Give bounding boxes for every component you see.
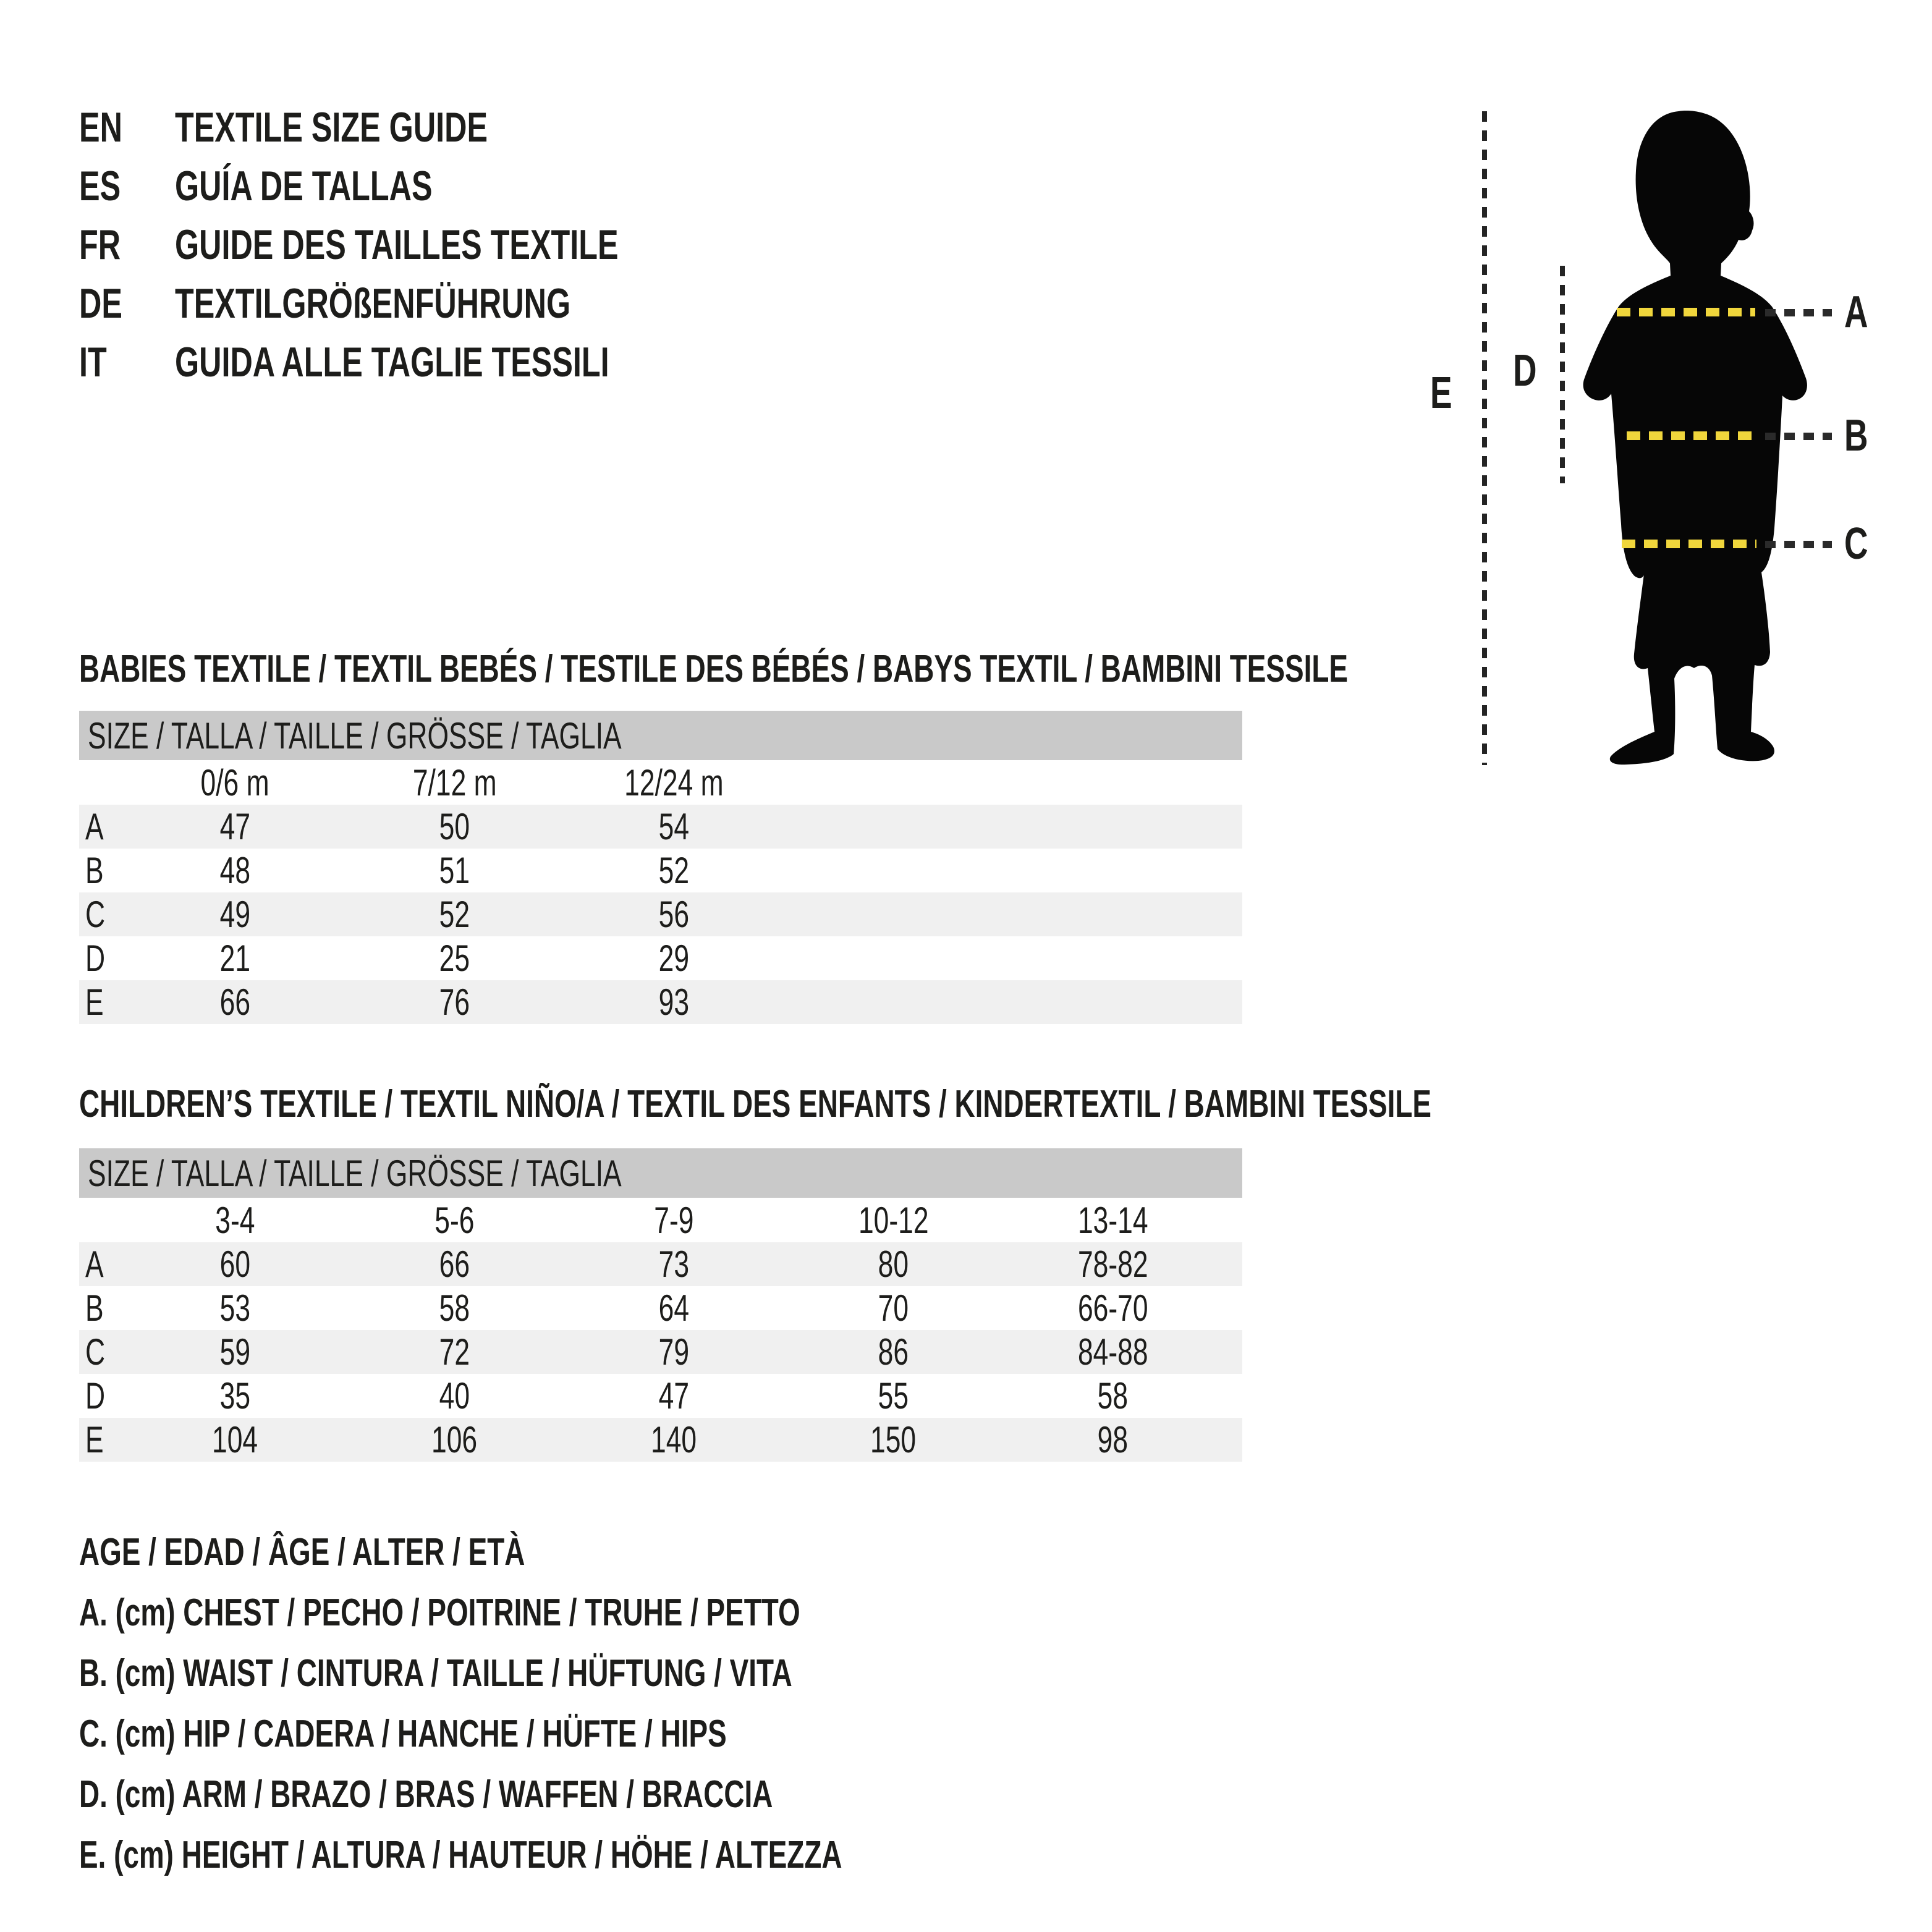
babies-col-12-24m: 12/24 m (624, 761, 724, 803)
waist-measure-line-yellow (1627, 431, 1756, 440)
cell-value: 58 (1097, 1375, 1129, 1417)
cell-value: 66 (219, 981, 251, 1023)
legend-hip-line (79, 1703, 1110, 1764)
lang-code-es: ES (79, 162, 121, 210)
babies-size-table (79, 711, 1242, 1024)
hip-measure-line-dark (1765, 541, 1832, 548)
legend-text: B. (cm) WAIST / CINTURA / TAILLE / HÜFTUNG / VITA (79, 1651, 792, 1695)
measurement-diagram (1409, 87, 1932, 803)
marker-e: E (1430, 368, 1452, 418)
row-label: D (85, 938, 106, 979)
table-row (79, 936, 1242, 980)
lang-row-fr (79, 215, 774, 274)
table-row (79, 1418, 1242, 1462)
cell-value: 54 (658, 806, 690, 847)
marker-c: C (1844, 519, 1868, 569)
cell-value: 73 (658, 1244, 690, 1285)
marker-a: A (1844, 287, 1868, 337)
chest-measure-line-yellow (1617, 308, 1755, 316)
cell-value: 47 (219, 806, 251, 847)
lang-title-en: TEXTILE SIZE GUIDE (175, 103, 488, 151)
cell-value: 86 (878, 1331, 909, 1373)
arm-dotted-line (1560, 266, 1565, 483)
children-col-13-14: 13-14 (1077, 1199, 1148, 1241)
legend-waist-line (79, 1643, 1110, 1703)
cell-value: 40 (439, 1375, 470, 1417)
row-label: A (85, 1244, 104, 1285)
babies-size-header: SIZE / TALLA / TAILLE / GRÖSSE / TAGLIA (88, 714, 622, 756)
waist-measure-line-dark (1765, 433, 1832, 440)
children-section-title: CHILDREN’S TEXTILE / TEXTIL NIÑO/A / TEXTIL DES ENFANTS / KINDERTEXTIL / BAMBINI TESSILE (79, 1083, 1431, 1125)
cell-value: 47 (658, 1375, 690, 1417)
lang-code-it: IT (79, 338, 107, 386)
cell-value: 76 (439, 981, 470, 1023)
children-size-table (79, 1148, 1242, 1462)
cell-value: 55 (878, 1375, 909, 1417)
hip-measure-line-yellow (1622, 540, 1756, 548)
cell-value: 52 (658, 850, 690, 891)
row-label: B (85, 850, 104, 891)
children-table-header-bar (79, 1148, 1242, 1198)
children-col-7-9: 7-9 (654, 1199, 694, 1241)
cell-value: 49 (219, 894, 251, 935)
row-label: E (85, 981, 104, 1023)
cell-value: 70 (878, 1287, 909, 1329)
cell-value: 52 (439, 894, 470, 935)
children-col-10-12: 10-12 (858, 1199, 929, 1241)
lang-row-it (79, 333, 774, 391)
cell-value: 51 (439, 850, 470, 891)
cell-value: 78-82 (1077, 1244, 1148, 1285)
cell-value: 80 (878, 1244, 909, 1285)
lang-code-de: DE (79, 279, 122, 327)
table-row (79, 1242, 1242, 1286)
lang-row-es (79, 156, 774, 215)
cell-value: 93 (658, 981, 690, 1023)
cell-value: 150 (870, 1419, 917, 1460)
row-label: B (85, 1287, 104, 1329)
babies-column-header-row (79, 760, 1242, 805)
table-row (79, 1286, 1242, 1330)
babies-col-0-6m: 0/6 m (200, 761, 270, 803)
cell-value: 53 (219, 1287, 251, 1329)
legend-text: E. (cm) HEIGHT / ALTURA / HAUTEUR / HÖHE / ALTEZZA (79, 1833, 842, 1876)
children-column-header-row (79, 1198, 1242, 1242)
legend-text: D. (cm) ARM / BRAZO / BRAS / WAFFEN / BRACCIA (79, 1773, 773, 1816)
row-label: E (85, 1419, 104, 1460)
measurement-legend (79, 1522, 1110, 1885)
chest-measure-line-dark (1765, 309, 1832, 316)
lang-title-fr: GUIDE DES TAILLES TEXTILE (175, 221, 619, 268)
cell-value: 60 (219, 1244, 251, 1285)
legend-text: AGE / EDAD / ÂGE / ALTER / ETÀ (79, 1530, 525, 1574)
children-col-5-6: 5-6 (434, 1199, 475, 1241)
legend-text: C. (cm) HIP / CADERA / HANCHE / HÜFTE / HIPS (79, 1712, 727, 1755)
lang-code-fr: FR (79, 221, 121, 268)
legend-arm-line (79, 1764, 1110, 1824)
cell-value: 98 (1097, 1419, 1129, 1460)
table-row (79, 1330, 1242, 1374)
table-row (79, 1374, 1242, 1418)
cell-value: 66 (439, 1244, 470, 1285)
cell-value: 66-70 (1077, 1287, 1148, 1329)
row-label: C (85, 894, 106, 935)
babies-section-title: BABIES TEXTILE / TEXTIL BEBÉS / TESTILE DES BÉBÉS / BABYS TEXTIL / BAMBINI TESSILE (79, 648, 1348, 690)
babies-col-7-12m: 7/12 m (412, 761, 497, 803)
children-size-header: SIZE / TALLA / TAILLE / GRÖSSE / TAGLIA (88, 1152, 622, 1194)
cell-value: 72 (439, 1331, 470, 1373)
cell-value: 56 (658, 894, 690, 935)
lang-title-de: TEXTILGRÖßENFÜHRUNG (175, 279, 571, 327)
row-label: C (85, 1331, 106, 1373)
lang-row-en (79, 98, 774, 156)
language-title-list (79, 98, 774, 391)
lang-title-es: GUÍA DE TALLAS (175, 162, 433, 210)
babies-table-header-bar (79, 711, 1242, 760)
table-row (79, 892, 1242, 936)
cell-value: 79 (658, 1331, 690, 1373)
cell-value: 25 (439, 938, 470, 979)
children-col-3-4: 3-4 (215, 1199, 255, 1241)
cell-value: 58 (439, 1287, 470, 1329)
legend-chest-line (79, 1582, 1110, 1643)
cell-value: 59 (219, 1331, 251, 1373)
cell-value: 84-88 (1077, 1331, 1148, 1373)
cell-value: 140 (651, 1419, 697, 1460)
cell-value: 29 (658, 938, 690, 979)
row-label: A (85, 806, 104, 847)
lang-title-it: GUIDA ALLE TAGLIE TESSILI (175, 338, 609, 386)
table-row (79, 980, 1242, 1024)
cell-value: 50 (439, 806, 470, 847)
marker-b: B (1844, 411, 1868, 460)
legend-age-line (79, 1522, 1110, 1582)
cell-value: 21 (219, 938, 251, 979)
legend-text: A. (cm) CHEST / PECHO / POITRINE / TRUHE / PETTO (79, 1591, 800, 1634)
row-label: D (85, 1375, 106, 1417)
legend-height-line (79, 1824, 1110, 1885)
cell-value: 64 (658, 1287, 690, 1329)
cell-value: 106 (431, 1419, 478, 1460)
table-row (79, 849, 1242, 892)
cell-value: 48 (219, 850, 251, 891)
lang-row-de (79, 274, 774, 333)
marker-d: D (1513, 346, 1537, 396)
cell-value: 35 (219, 1375, 251, 1417)
cell-value: 104 (212, 1419, 258, 1460)
table-row (79, 805, 1242, 849)
lang-code-en: EN (79, 103, 122, 151)
